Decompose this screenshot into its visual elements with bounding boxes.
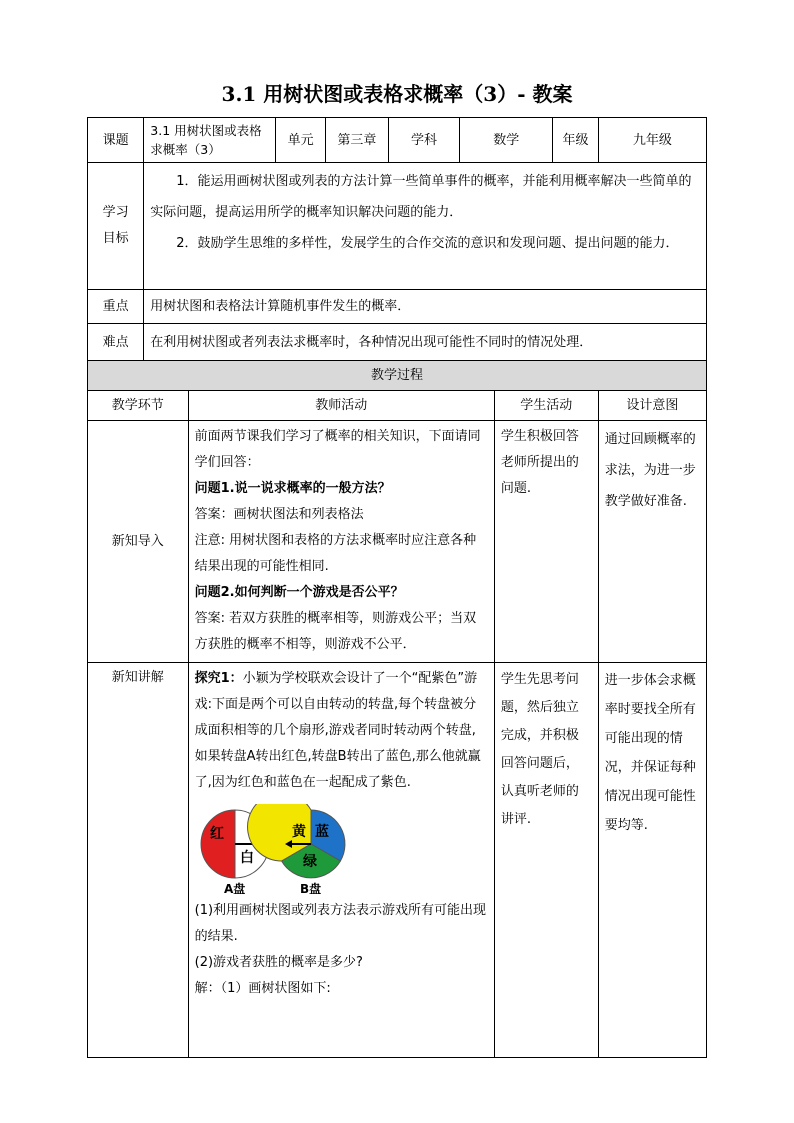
spinner-a-white-label: 白: [239, 850, 254, 866]
course-value: 3.1 用树状图或表格求概率（3）: [144, 118, 276, 163]
grade-value: 九年级: [598, 118, 706, 163]
spinner-b-yellow-label: 黄: [291, 824, 306, 840]
explain-text: 小颖为学校联欢会设计了一个“配紫色”游戏:下面是两个可以自由转动的转盘,每个转盘被分成面积相等的几个扇形,游戏者同时转动两个转盘,如果转盘A转出红色,转盘B转出了蓝色,那么他就赢了,因为红色和蓝色在一起配成了紫色.: [194, 671, 481, 790]
difficulty-text: 在利用树状图或者列表法求概率时，各种情况出现可能性不同时的情况处理．: [144, 324, 707, 361]
explain-question-1: (1)利用画树状图或列表方法表示游戏所有可能出现的结果.: [194, 903, 487, 944]
document-title: 3.1 用树状图或表格求概率（3）- 教案: [221, 82, 573, 106]
intro-student-activity: 学生积极回答老师所提出的问题.: [494, 421, 598, 663]
intro-stage: 新知导入: [88, 421, 189, 663]
explain-stage: 新知讲解: [88, 663, 189, 1058]
spinner-b-green-label: 绿: [302, 854, 317, 870]
spinner-b: [247, 804, 344, 894]
col-teacher-header: 教师活动: [188, 391, 494, 421]
goals-label: 学习目标: [88, 163, 144, 290]
col-design-header: 设计意图: [598, 391, 706, 421]
intro-answer-1: 答案：画树状图法和列表格法: [194, 507, 364, 522]
subject-label: 学科: [388, 118, 459, 163]
difficulty-label: 难点: [88, 324, 144, 361]
col-student-header: 学生活动: [494, 391, 598, 421]
unit-value: 第三章: [326, 118, 389, 163]
spinner-a-red-label: 红: [209, 826, 224, 842]
lesson-plan-table: [87, 117, 707, 1058]
col-stage-header: 教学环节: [88, 391, 189, 421]
explain-solution: 解：（1）画树状图如下:: [194, 981, 331, 996]
explain-question-2: (2)游戏者获胜的概率是多少?: [194, 955, 363, 970]
intro-note: 注意: 用树状图和表格的方法求概率时应注意各种结果出现的可能性相同.: [194, 533, 477, 574]
explain-problem: [195, 666, 488, 796]
spinner-a-red-sector: [201, 810, 235, 878]
spinner-b-blue-label: 蓝: [314, 824, 329, 840]
intro-question-2: 问题2.如何判断一个游戏是否公平？: [194, 585, 404, 600]
intro-answer-2: 答案: 若双方获胜的概率相等，则游戏公平；当双方获胜的概率不相等，则游戏不公平．: [194, 611, 477, 652]
goal-2: 2．鼓励学生思维的多样性，发展学生的合作交流的意识和发现问题、提出问题的能力．: [176, 236, 679, 251]
spinner-a-caption: A盘: [223, 882, 245, 894]
course-label: 课题: [88, 118, 144, 163]
spinner-b-caption: B盘: [299, 882, 321, 894]
intro-design-intent: 通过回顾概率的求法，为进一步教学做好准备.: [598, 421, 706, 663]
spinners-figure: [195, 804, 488, 894]
explain-lead: 探究1：: [194, 671, 243, 686]
intro-question-1: 问题1.说一说求概率的一般方法？: [194, 481, 391, 496]
key-text: 用树状图和表格法计算随机事件发生的概率．: [144, 290, 707, 324]
grade-label: 年级: [553, 118, 598, 163]
explain-student-activity: 学生先思考问题，然后独立完成，并积极回答问题后，认真听老师的讲评.: [494, 663, 598, 1058]
explain-design-intent: 进一步体会求概率时要找全所有可能出现的情况，并保证每种情况出现可能性要均等.: [598, 663, 706, 1058]
spinners-svg: [195, 804, 535, 894]
goal-1: 1．能运用画树状图或列表的方法计算一些简单事件的概率，并能利用概率解决一些简单的实际问题，提高运用所学的概率知识解决问题的能力．: [150, 174, 692, 220]
key-label: 重点: [88, 290, 144, 324]
subject-value: 数学: [460, 118, 553, 163]
unit-label: 单元: [276, 118, 326, 163]
intro-line: 前面两节课我们学习了概率的相关知识，下面请同学们回答：: [194, 429, 481, 470]
process-header: 教学过程: [88, 361, 707, 391]
